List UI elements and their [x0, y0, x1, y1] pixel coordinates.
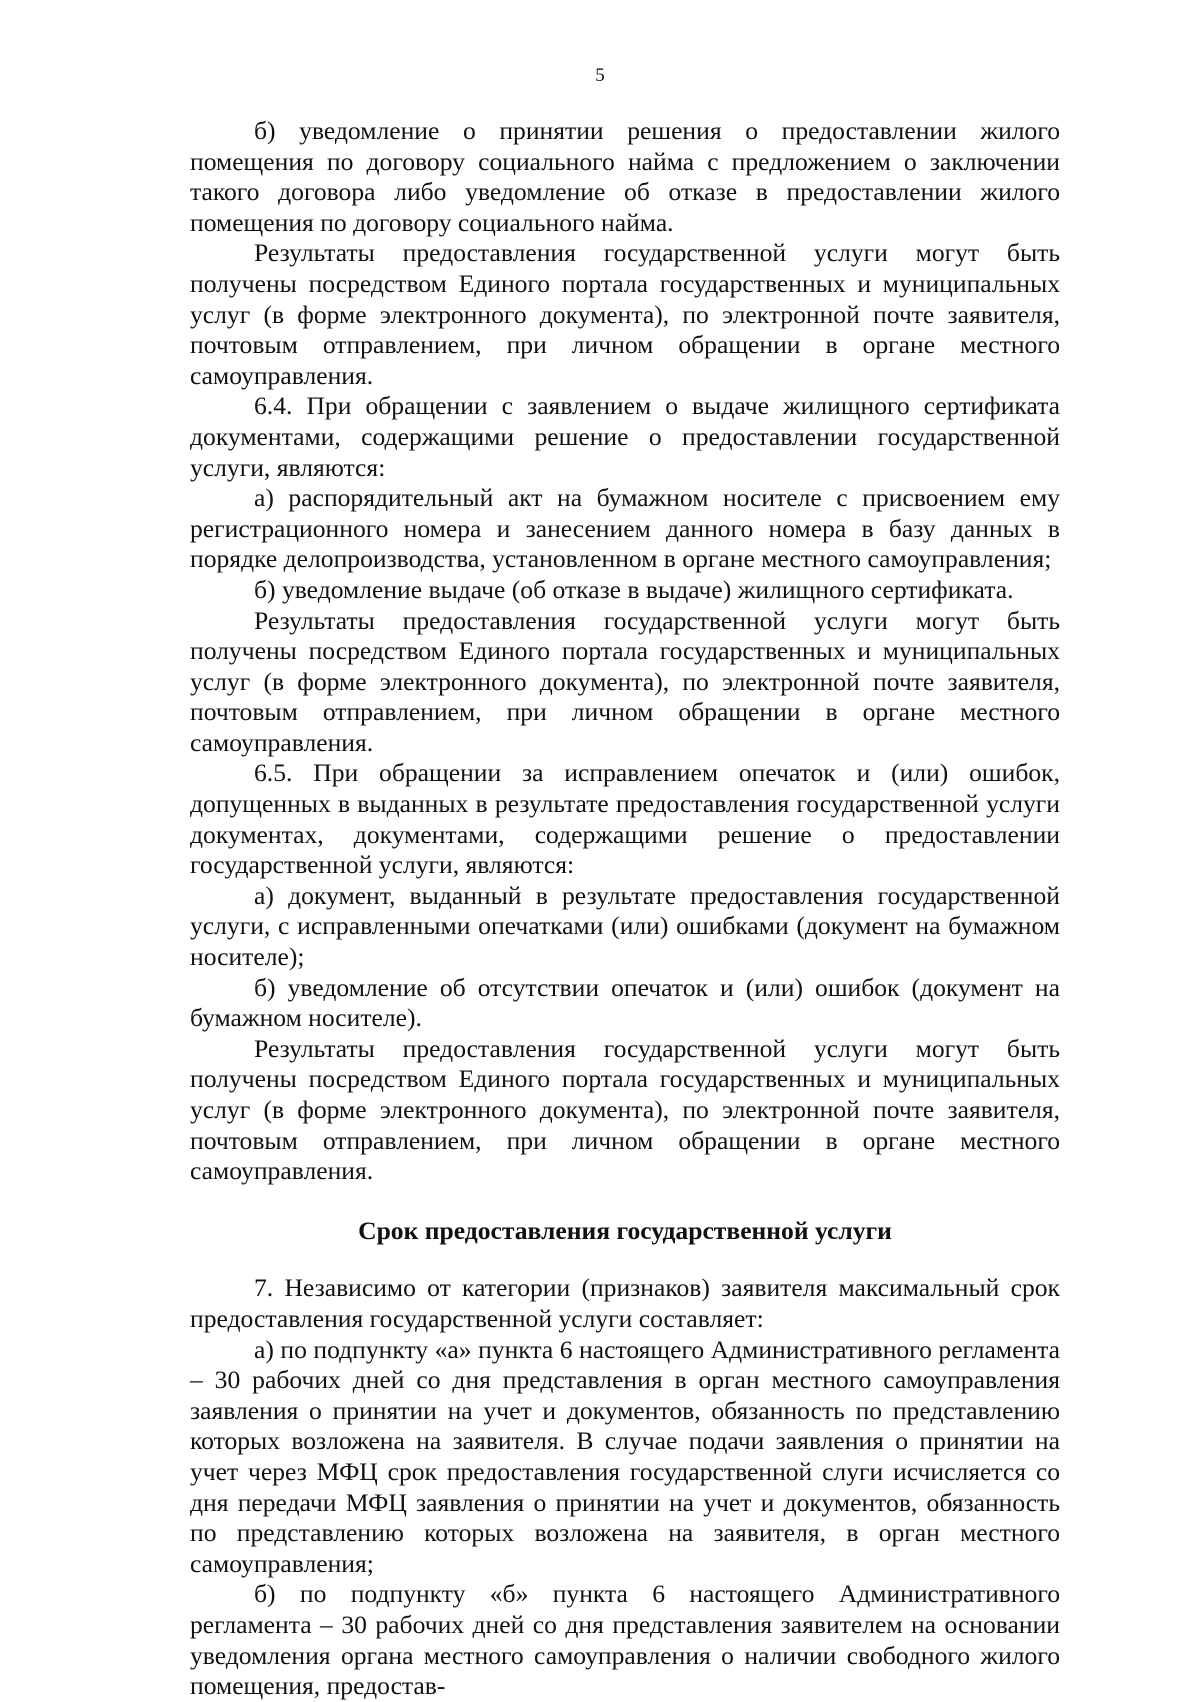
paragraph: б) уведомление об отсутствии опечаток и (или) ошибок (документ на бумажном носителе). — [190, 972, 1060, 1033]
paragraph: а) по подпункту «а» пункта 6 настоящего Административного регламента – 30 рабочих дней со дня представления в орган местного самоуправления заявления о принятии на учет и документов, обязанность по представлению которых возложена на заявителя. В случае подачи заявления о принятии на учет через МФЦ срок предоставления государственной слуги исчисляется со дня передачи МФЦ заявления о принятии на учет и документов, обязанность по представлению которых возложена на заявителя, в орган местного самоуправления; — [190, 1334, 1060, 1578]
paragraph: б) уведомление о принятии решения о предоставлении жилого помещения по договору социального найма с предложением о заключении такого договора либо уведомление об отказе в предоставлении жилого помещения по договору социального найма. — [190, 116, 1060, 237]
paragraph: а) распорядительный акт на бумажном носителе с присвоением ему регистрационного номера и занесением данного номера в базу данных в порядке делопроизводства, установленном в органе местного самоуправления; — [190, 483, 1060, 574]
section-heading: Срок предоставления государственной услуги — [358, 1215, 892, 1245]
paragraph: б) по подпункту «б» пункта 6 настоящего Административного регламента – 30 рабочих дней со дня представления заявителем на основании уведомления органа местного самоуправления о наличии свободного жилого помещения, предостав- — [190, 1579, 1060, 1701]
page-number: 5 — [595, 65, 605, 86]
paragraph: б) уведомление выдаче (об отказе в выдаче) жилищного сертификата. — [254, 574, 1014, 604]
paragraph: а) документ, выданный в результате предоставления государственной услуги, с исправленными опечатками (или) ошибками (документ на бумажном носителе); — [190, 880, 1060, 972]
paragraph: 7. Независимо от категории (признаков) заявителя максимальный срок предоставления государственной услуги составляет: — [190, 1273, 1060, 1333]
document-body — [190, 116, 1060, 1702]
paragraph: Результаты предоставления государственной услуги могут быть получены посредством Единого портала государственных и муниципальных услуг (в форме электронного документа), по электронной почте заявителя, почтовым отправлением, при личном обращении в органе местного самоуправления. — [190, 1033, 1060, 1186]
paragraph: Результаты предоставления государственной услуги могут быть получены посредством Единого портала государственных и муниципальных услуг (в форме электронного документа), по электронной почте заявителя, почтовым отправлением, при личном обращении в органе местного самоуправления. — [190, 238, 1060, 390]
paragraph: Результаты предоставления государственной услуги могут быть получены посредством Единого портала государственных и муниципальных услуг (в форме электронного документа), по электронной почте заявителя, почтовым отправлением, при личном обращении в органе местного самоуправления. — [190, 605, 1060, 757]
paragraph: 6.4. При обращении с заявлением о выдаче жилищного сертификата документами, содержащими решение о предоставлении государственной услуги, являются: — [190, 391, 1060, 482]
paragraph: 6.5. При обращении за исправлением опечаток и (или) ошибок, допущенных в выданных в результате предоставления государственной услуги документах, документами, содержащими решение о предоставлении государственной услуги, являются: — [190, 758, 1060, 880]
